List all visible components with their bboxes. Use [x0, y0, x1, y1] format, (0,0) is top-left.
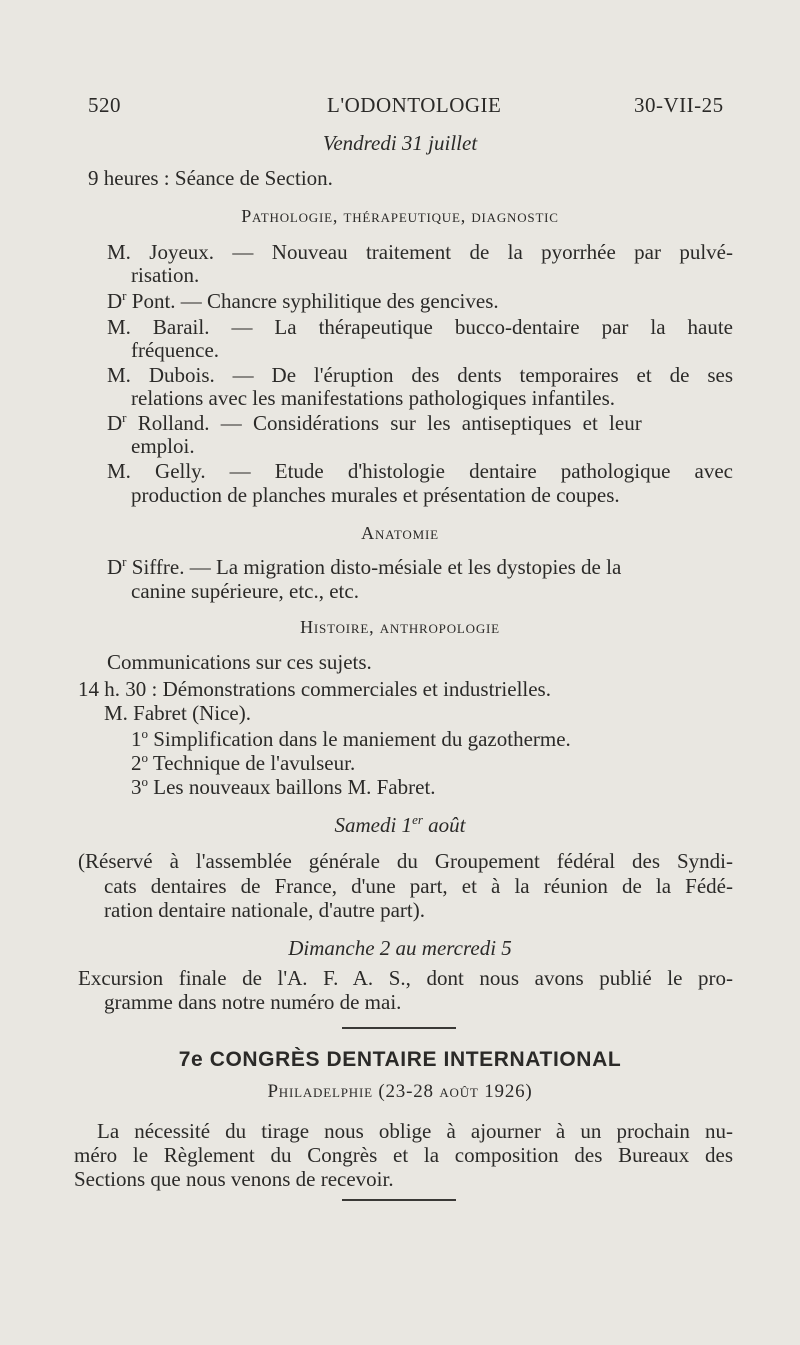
sunday-line1: Excursion finale de l'A. F. A. S., dont nous avons publié le pro- [78, 966, 733, 990]
entry-siffre-line1: $D^r$ Siffre. — La migration disto-mésiale et les dystopies de la [107, 554, 622, 579]
entry-pont: $D^r$ Pont. — Chancre syphilitique des gencives. [107, 288, 499, 313]
entry-siffre-line2: canine supérieure, etc., etc. [131, 579, 359, 603]
entry-joyeux-line1: M. Joyeux. — Nouveau traitement de la pyorrhée par pulvé- [107, 240, 733, 264]
afternoon-speaker: M. Fabret (Nice). [104, 701, 251, 725]
entry-barail-line1: M. Barail. — La thérapeutique bucco-dentaire par la haute [107, 315, 733, 339]
section-title-pathologie: Pathologie, thérapeutique, diagnostic [241, 206, 559, 226]
page-number: 520 [88, 93, 121, 117]
list-item: 1$^o$ Simplification dans le maniement du gazotherme. [131, 726, 571, 751]
congress-subtitle: Philadelphie (23-28 août 1926) [267, 1081, 533, 1102]
day-title-sunday: Dimanche 2 au mercredi 5 [288, 936, 512, 960]
entry-gelly-line1: M. Gelly. — Etude d'histologie dentaire pathologique avec [107, 459, 733, 483]
section-title-histoire: Histoire, anthropologie [300, 617, 500, 637]
section-histoire-text: Communications sur ces sujets. [107, 650, 372, 674]
entry-dubois-line1: M. Dubois. — De l'éruption des dents temporaires et de ses [107, 363, 733, 387]
day-title-friday: Vendredi 31 juillet [322, 131, 478, 155]
congress-title: 7e CONGRÈS DENTAIRE INTERNATIONAL [178, 1048, 622, 1071]
entry-barail-line2: fréquence. [131, 338, 220, 362]
entry-joyeux-line2: risation. [131, 263, 200, 287]
entry-gelly-line2: production de planches murales et présentation de coupes. [131, 483, 620, 507]
entry-rolland-line2: emploi. [131, 434, 195, 458]
afternoon-session: 14 h. 30 : Démonstrations commerciales et industrielles. [78, 677, 551, 701]
list-item: 3$^o$ Les nouveaux baillons M. Fabret. [131, 774, 436, 799]
congress-line1: La nécessité du tirage nous oblige à ajourner à un prochain nu- [97, 1119, 733, 1143]
session-time: 9 heures : Séance de Section. [88, 166, 333, 190]
list-item: 2$^o$ Technique de l'avulseur. [131, 750, 356, 775]
sunday-line2: gramme dans notre numéro de mai. [104, 990, 402, 1014]
congress-line2: méro le Règlement du Congrès et la composition des Bureaux des [74, 1143, 733, 1167]
saturday-line2: cats dentaires de France, d'une part, et à la réunion de la Fédé- [104, 874, 733, 898]
congress-line3: Sections que nous venons de recevoir. [74, 1167, 394, 1191]
saturday-line3: ration dentaire nationale, d'autre part). [104, 898, 425, 922]
section-title-anatomie: Anatomie [361, 523, 439, 543]
divider [342, 1199, 456, 1201]
divider [342, 1027, 456, 1029]
day-title-saturday: Samedi 1er août [334, 812, 466, 837]
entry-rolland-line1: $D^r$ Rolland. — Considérations sur les antiseptiques et leur [107, 410, 642, 435]
saturday-line1: (Réservé à l'assemblée générale du Groupement fédéral des Syndi- [78, 849, 733, 873]
journal-title: L'ODONTOLOGIE [327, 93, 502, 117]
entry-dubois-line2: relations avec les manifestations pathologiques infantiles. [131, 386, 616, 410]
issue-date: 30-VII-25 [634, 93, 724, 117]
